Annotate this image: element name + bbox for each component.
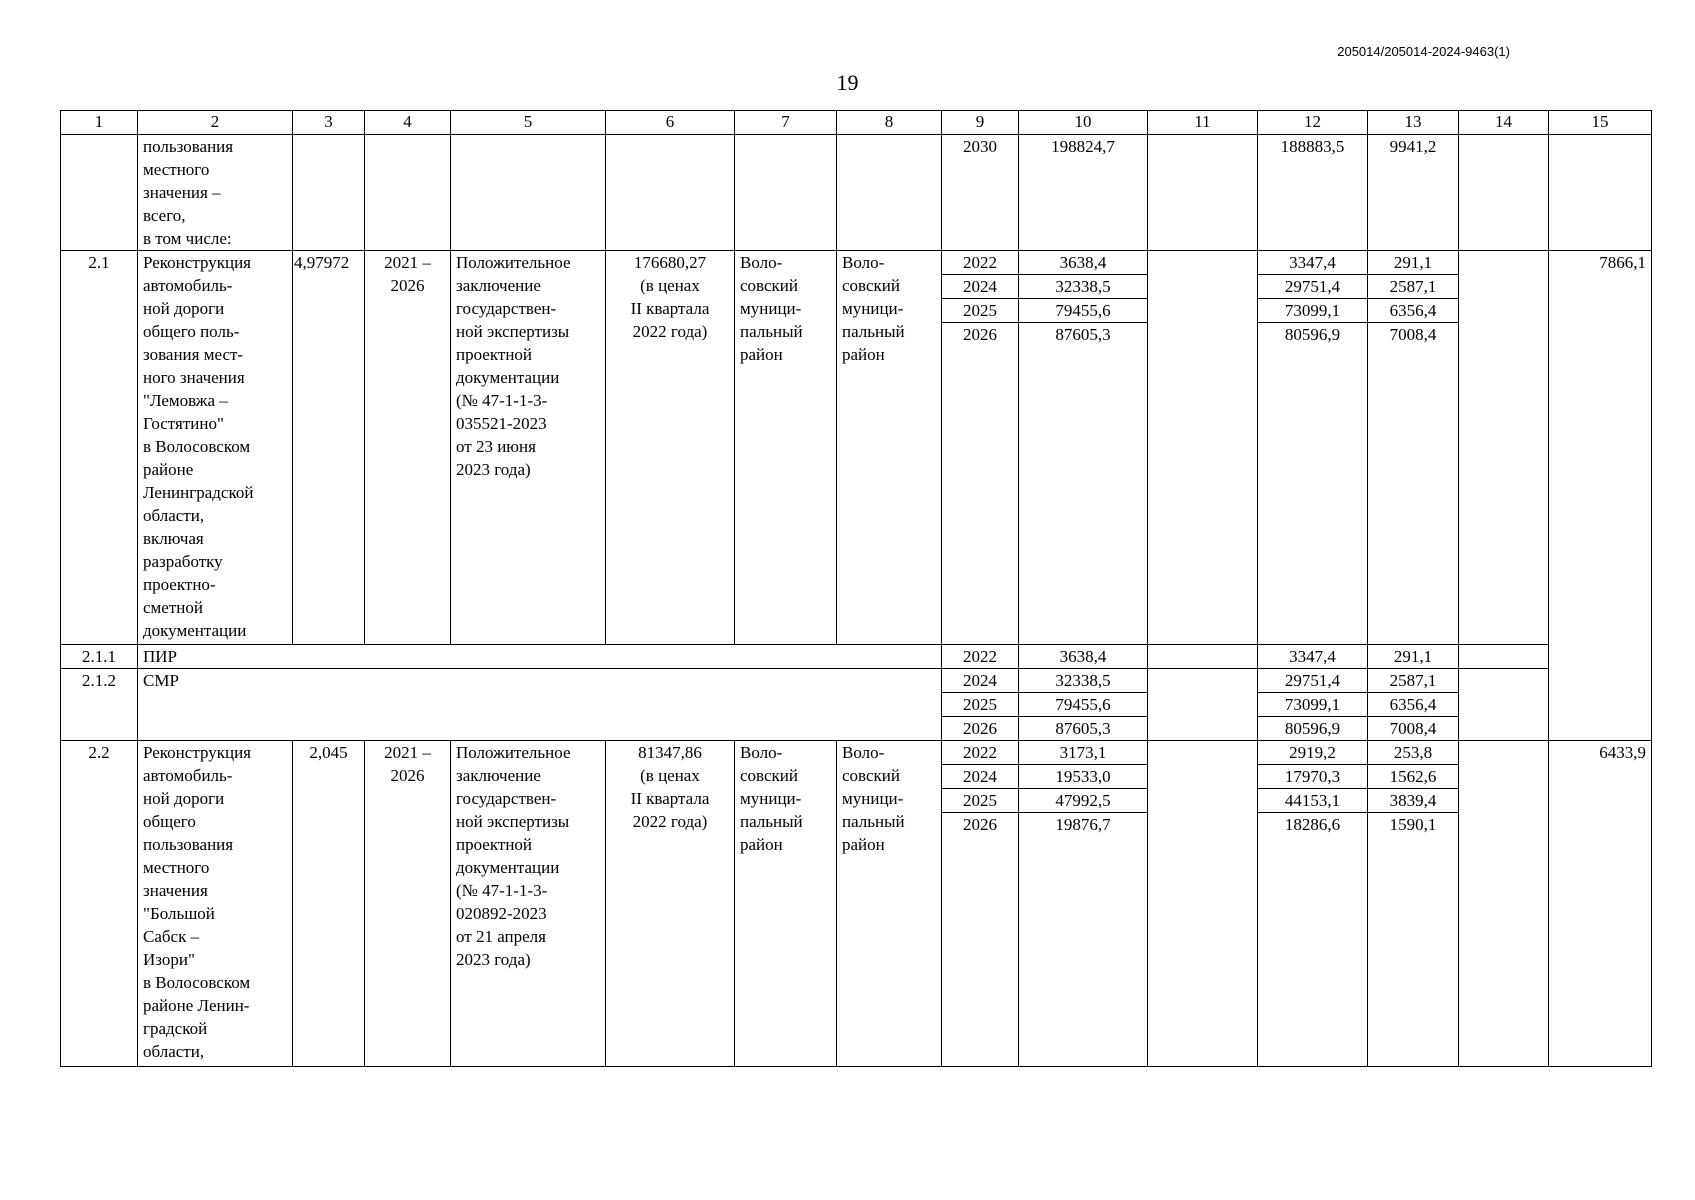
total-value: 19533,0: [1019, 765, 1148, 789]
regional-budget-value: 17970,3: [1258, 765, 1368, 789]
column-number: 12: [1258, 111, 1368, 135]
regional-budget-value: 2919,2: [1258, 741, 1368, 765]
customer-cell: Воло- совский муници- пальный район: [837, 741, 942, 1067]
regional-budget-value: 44153,1: [1258, 789, 1368, 813]
regional-budget-value: 3347,4: [1258, 251, 1368, 275]
column-number: 1: [61, 111, 138, 135]
expertise-document: Положительное заключение государствен- ной экспертизы проектной документации (№ 47-1-1-3- 020892-2023 от 21 апреля 2023 года): [451, 741, 606, 1067]
year-cell: 2025: [942, 693, 1019, 717]
total-value: 32338,5: [1019, 275, 1148, 299]
local-budget-value: 291,1: [1368, 645, 1459, 669]
local-budget-value: 6356,4: [1368, 693, 1459, 717]
total-value: 79455,6: [1019, 299, 1148, 323]
financing-table: [60, 110, 1652, 1067]
road-length: 2,045: [293, 741, 365, 1067]
regional-budget-value: 29751,4: [1258, 275, 1368, 299]
table-row-item-2-1-2: [61, 669, 1652, 693]
object-description: Реконструкция автомобиль- ной дороги общего поль- зования мест- ного значения "Лемовжа – Гостятино" в Волосовском районе Ленинградской области, включая разработку проектно- сметной документации: [138, 251, 293, 645]
local-budget-value: 253,8: [1368, 741, 1459, 765]
year-cell: 2030: [942, 135, 1019, 251]
table-row-continuation: [61, 135, 1652, 251]
estimated-cost: 176680,27 (в ценах II квартала 2022 года): [606, 251, 735, 645]
total-value: 87605,3: [1019, 323, 1148, 645]
local-budget-value: 1590,1: [1368, 813, 1459, 1067]
year-cell: 2025: [942, 299, 1019, 323]
work-type-label: СМР: [138, 669, 942, 741]
local-budget-value: 9941,2: [1368, 135, 1459, 251]
table-row-item-2-1: [61, 251, 1652, 275]
local-budget-value: 7008,4: [1368, 323, 1459, 645]
year-cell: 2022: [942, 251, 1019, 275]
column-15-value: 7866,1: [1549, 251, 1652, 741]
column-number: 15: [1549, 111, 1652, 135]
expertise-document: Положительное заключение государствен- ной экспертизы проектной документации (№ 47-1-1-3- 035521-2023 от 23 июня 2023 года): [451, 251, 606, 645]
year-cell: 2026: [942, 323, 1019, 645]
total-value: 87605,3: [1019, 717, 1148, 741]
total-value: 3173,1: [1019, 741, 1148, 765]
implementation-period: 2021 – 2026: [365, 741, 451, 1067]
total-value: 79455,6: [1019, 693, 1148, 717]
column-number: 14: [1459, 111, 1549, 135]
column-number: 11: [1148, 111, 1258, 135]
column-number: 13: [1368, 111, 1459, 135]
regional-budget-value: 73099,1: [1258, 693, 1368, 717]
road-length: 4,97972: [293, 251, 365, 645]
year-cell: 2025: [942, 789, 1019, 813]
year-cell: 2024: [942, 669, 1019, 693]
table-row-item-2-1-1: [61, 645, 1652, 669]
local-budget-value: 1562,6: [1368, 765, 1459, 789]
table-row-item-2-2: [61, 741, 1652, 765]
work-type-label: ПИР: [138, 645, 942, 669]
local-budget-value: 7008,4: [1368, 717, 1459, 741]
column-number-row: [61, 111, 1652, 135]
column-number: 4: [365, 111, 451, 135]
total-value: 19876,7: [1019, 813, 1148, 1067]
total-value: 198824,7: [1019, 135, 1148, 251]
column-number: 5: [451, 111, 606, 135]
estimated-cost: 81347,86 (в ценах II квартала 2022 года): [606, 741, 735, 1067]
column-number: 7: [735, 111, 837, 135]
column-15-value: 6433,9: [1549, 741, 1652, 1067]
year-cell: 2026: [942, 813, 1019, 1067]
local-budget-value: 291,1: [1368, 251, 1459, 275]
local-budget-value: 3839,4: [1368, 789, 1459, 813]
year-cell: 2022: [942, 741, 1019, 765]
row-number: 2.1.1: [61, 645, 138, 669]
column-number: 6: [606, 111, 735, 135]
row-number: 2.1.2: [61, 669, 138, 741]
page-number: 19: [836, 70, 859, 95]
regional-budget-value: 3347,4: [1258, 645, 1368, 669]
column-number: 8: [837, 111, 942, 135]
implementation-period: 2021 – 2026: [365, 251, 451, 645]
document-id: 205014/205014-2024-9463(1): [1337, 44, 1510, 59]
column-number: 2: [138, 111, 293, 135]
local-budget-value: 6356,4: [1368, 299, 1459, 323]
total-value: 32338,5: [1019, 669, 1148, 693]
column-number: 3: [293, 111, 365, 135]
total-value: 3638,4: [1019, 251, 1148, 275]
row-number: 2.1: [61, 251, 138, 645]
year-cell: 2026: [942, 717, 1019, 741]
regional-budget-value: 80596,9: [1258, 323, 1368, 645]
column-number: 9: [942, 111, 1019, 135]
regional-budget-value: 29751,4: [1258, 669, 1368, 693]
row-number: 2.2: [61, 741, 138, 1067]
municipality-cell: Воло- совский муници- пальный район: [735, 741, 837, 1067]
regional-budget-value: 188883,5: [1258, 135, 1368, 251]
object-description: Реконструкция автомобиль- ной дороги общего пользования местного значения "Большой Сабск – Изори" в Волосовском районе Ленин- градской области,: [138, 741, 293, 1067]
year-cell: 2022: [942, 645, 1019, 669]
total-value: 47992,5: [1019, 789, 1148, 813]
column-number: 10: [1019, 111, 1148, 135]
regional-budget-value: 80596,9: [1258, 717, 1368, 741]
year-cell: 2024: [942, 275, 1019, 299]
municipality-cell: Воло- совский муници- пальный район: [735, 251, 837, 645]
year-cell: 2024: [942, 765, 1019, 789]
local-budget-value: 2587,1: [1368, 669, 1459, 693]
local-budget-value: 2587,1: [1368, 275, 1459, 299]
total-value: 3638,4: [1019, 645, 1148, 669]
regional-budget-value: 73099,1: [1258, 299, 1368, 323]
customer-cell: Воло- совский муници- пальный район: [837, 251, 942, 645]
object-description: пользования местного значения – всего, в том числе:: [138, 135, 293, 251]
regional-budget-value: 18286,6: [1258, 813, 1368, 1067]
